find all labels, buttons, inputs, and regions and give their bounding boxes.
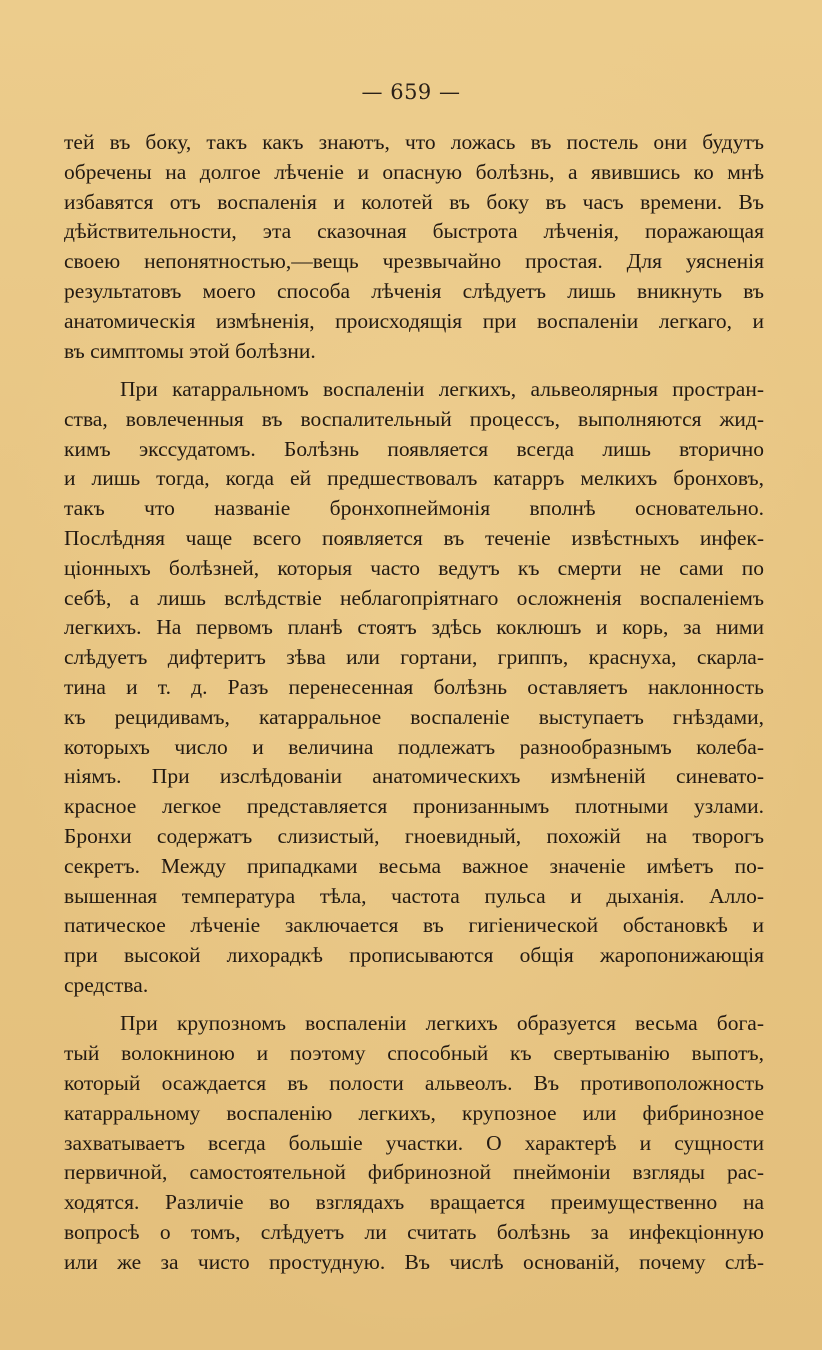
text-line: такъ что названіе бронхопнеймонія вполнѣ основательно.	[64, 496, 764, 521]
text-line: и лишь тогда, когда ей предшествовалъ катарръ мелкихъ бронховъ,	[64, 466, 764, 491]
text-line: избавятся отъ воспаленія и колотей въ боку въ часъ времени. Въ	[64, 189, 764, 214]
text-line: кимъ экссудатомъ. Болѣзнь появляется всегда лишь вторично	[64, 436, 764, 461]
text-line: При катарральномъ воспаленіи легкихъ, альвеолярныя простран-	[120, 377, 764, 402]
paragraph-2	[64, 375, 764, 1001]
page-number: — 659 —	[361, 80, 461, 104]
text-line: которыхъ число и величина подлежатъ разнообразнымъ колеба-	[64, 734, 764, 759]
text-line: красное легкое представляется пронизаннымъ плотными узлами.	[64, 794, 764, 819]
text-line: вопросѣ о томъ, слѣдуетъ ли считать болѣзнь за инфекціонную	[64, 1220, 764, 1245]
text-line: при высокой лихорадкѣ прописываются общія жаропонижающія	[64, 943, 764, 968]
text-line: ходятся. Различіе во взглядахъ вращается преимущественно на	[64, 1190, 764, 1215]
text-line: слѣдуетъ дифтеритъ зѣва или гортани, гриппъ, краснуха, скарла-	[64, 645, 764, 670]
text-line: катарральному воспаленію легкихъ, крупозное или фибринозное	[64, 1100, 764, 1125]
text-line: своею непонятностью,—вещь чрезвычайно простая. Для уясненія	[64, 249, 764, 274]
text-line: себѣ, а лишь вслѣдствіе неблагопріятнаго осложненія воспаленіемъ	[64, 585, 764, 610]
body-text	[64, 128, 764, 1286]
text-line: тый волокниною и поэтому способный къ свертыванію выпотъ,	[64, 1041, 764, 1066]
text-line: секретъ. Между припадками весьма важное значеніе имѣетъ по-	[64, 853, 764, 878]
text-line: Бронхи содержатъ слизистый, гноевидный, похожій на творогъ	[64, 824, 764, 849]
text-line: первичной, самостоятельной фибринозной пнеймоніи взгляды рас-	[64, 1160, 764, 1185]
text-line: вышенная температура тѣла, частота пульса и дыханія. Алло-	[64, 883, 764, 908]
text-line: ніямъ. При изслѣдованіи анатомическихъ измѣненій синевато-	[64, 764, 764, 789]
text-line: обречены на долгое лѣченіе и опасную болѣзнь, а явившись ко мнѣ	[64, 159, 764, 184]
text-line: тина и т. д. Разъ перенесенная болѣзнь оставляетъ наклонность	[64, 675, 764, 700]
text-line: ціонныхъ болѣзней, которыя часто ведутъ къ смерти не сами по	[64, 555, 764, 580]
text-line: анатомическія измѣненія, происходящія при воспаленіи легкаго, и	[64, 308, 764, 333]
text-line: который осаждается въ полости альвеолъ. Въ противоположность	[64, 1071, 764, 1096]
text-line: При крупозномъ воспаленіи легкихъ образуется весьма бога-	[120, 1011, 764, 1036]
text-line: легкихъ. На первомъ планѣ стоятъ здѣсь коклюшъ и корь, за ними	[64, 615, 764, 640]
text-line: средства.	[64, 973, 149, 997]
paragraph-1	[64, 128, 764, 366]
text-line: дѣйствительности, эта сказочная быстрота лѣченія, поражающая	[64, 219, 764, 244]
text-line: захватываетъ всегда большіе участки. О характерѣ и сущности	[64, 1130, 764, 1155]
text-line: къ рецидивамъ, катарральное воспаленіе выступаетъ гнѣздами,	[64, 704, 764, 729]
text-line: или же за чисто простудную. Въ числѣ основаній, почему слѣ-	[64, 1249, 764, 1274]
text-line: патическое лѣченіе заключается въ гигіенической обстановкѣ и	[64, 913, 764, 938]
text-line: въ симптомы этой болѣзни.	[64, 338, 316, 363]
text-line: Послѣдняя чаще всего появляется въ теченіе извѣстныхъ инфек-	[64, 526, 764, 551]
paragraph-3	[64, 1009, 764, 1277]
text-line: тей въ боку, такъ какъ знаютъ, что ложась въ постель они будутъ	[64, 130, 764, 154]
text-line: ства, вовлеченныя въ воспалительный процессъ, выполняются жид-	[64, 406, 764, 431]
text-line: результатовъ моего способа лѣченія слѣдуетъ лишь вникнуть въ	[64, 278, 764, 303]
